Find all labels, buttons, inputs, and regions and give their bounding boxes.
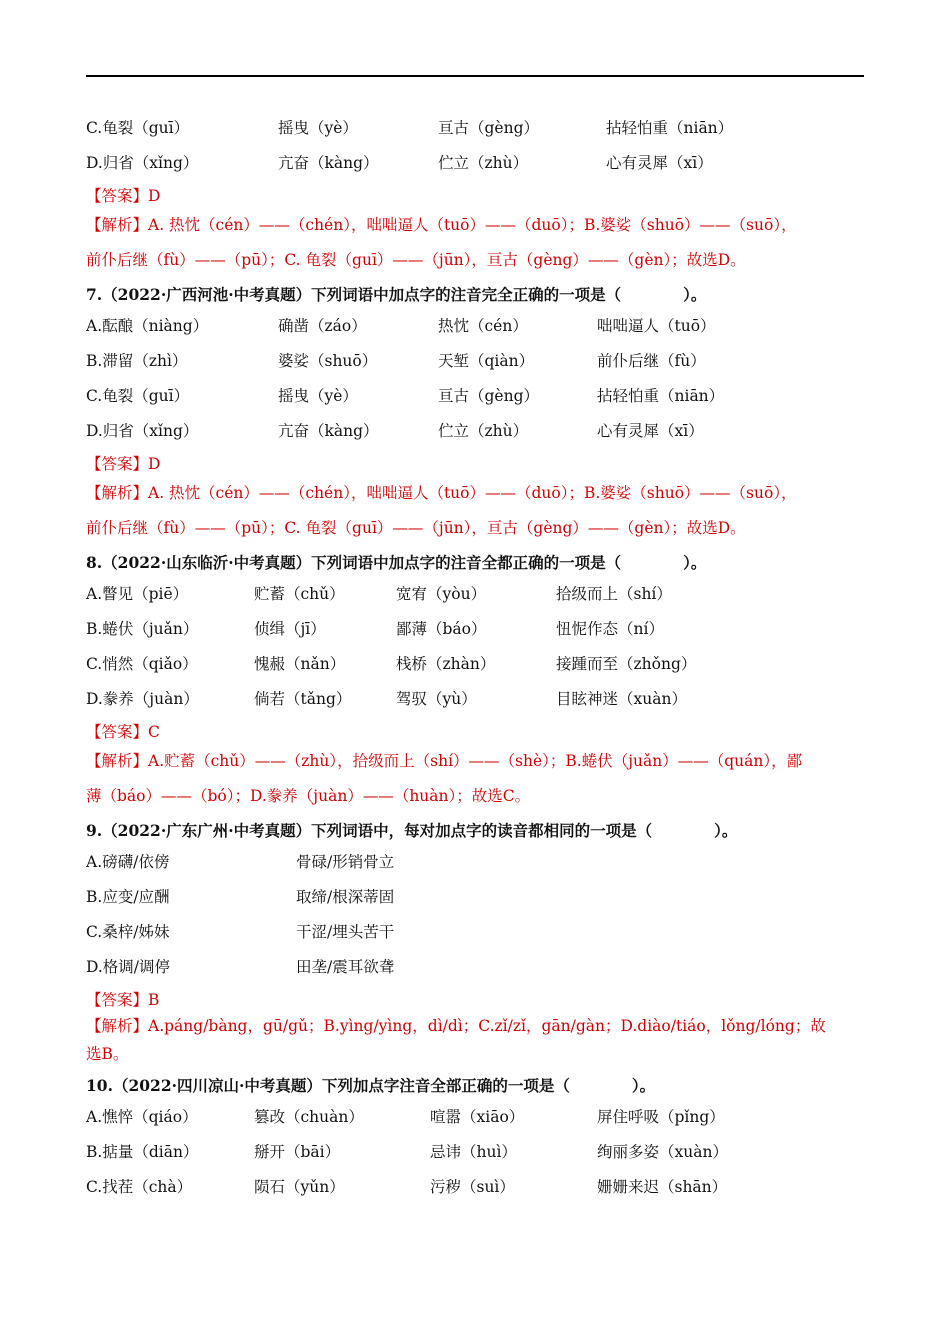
option-d-pair2: 田垄/震耳欲聋 (296, 958, 395, 976)
q7-explanation-line2: 前仆后继（fù）——（pū）；C. 龟裂（guī）——（jūn），亘古（gèng）——（gèn）；故选D。 (86, 519, 746, 537)
option-b-word3: 天堑（qiàn） (438, 352, 535, 370)
option-d-word3: 驾驭（yù） (396, 690, 477, 708)
option-b-word1: B.蜷伏（juǎn） (86, 620, 199, 638)
option-b-pair1: B.应变/应酬 (86, 888, 170, 906)
option-b-word4: 绚丽多姿（xuàn） (597, 1143, 728, 1161)
option-b-word2: 侦缉（jī） (254, 620, 326, 638)
option-c-word2: 愧赧（nǎn） (254, 655, 346, 673)
option-c-word4: 拈轻怕重（niān） (606, 119, 734, 137)
q8-title: 8.（2022·山东临沂·中考真题）下列词语中加点字的注音全都正确的一项是（ ）。 (86, 553, 707, 572)
option-d-word1: D.豢养（juàn） (86, 690, 199, 708)
option-a-word1: A.酝酿（niàng） (86, 317, 209, 335)
q7-answer: 【答案】D (86, 455, 161, 473)
q8-explanation-line2: 薄（báo）——（bó）；D.豢养（juàn）——（huàn）；故选C。 (86, 787, 531, 805)
option-a-pair1: A.磅礴/依傍 (86, 853, 170, 871)
option-c-word1: C.找茬（chà） (86, 1178, 193, 1196)
option-a-word1: A.憔悴（qiáo） (86, 1108, 198, 1126)
q10-title: 10.（2022·四川凉山·中考真题）下列加点字注音全部正确的一项是（ ）。 (86, 1076, 656, 1095)
option-c-word3: 亘古（gèng） (438, 119, 540, 137)
q6-answer: 【答案】D (86, 187, 161, 205)
option-d-word4: 心有灵犀（xī） (606, 154, 713, 172)
option-d-word3: 伫立（zhù） (438, 422, 529, 440)
option-c-word1: C.龟裂（guī） (86, 119, 190, 137)
option-b-word4: 前仆后继（fù） (597, 352, 706, 370)
option-d-word2: 亢奋（kàng） (278, 154, 379, 172)
option-a-pair2: 骨碌/形销骨立 (296, 853, 395, 871)
option-d-word2: 倘若（tǎng） (254, 690, 352, 708)
q9-answer: 【答案】B (86, 991, 160, 1009)
option-c-word1: C.悄然（qiǎo） (86, 655, 198, 673)
option-d-word4: 心有灵犀（xī） (597, 422, 704, 440)
q7-explanation (86, 476, 866, 546)
option-d-word2: 亢奋（kàng） (278, 422, 379, 440)
option-d-word4: 目眩神迷（xuàn） (556, 690, 687, 708)
option-c-word4: 接踵而至（zhǒng） (556, 655, 697, 673)
option-d-word3: 伫立（zhù） (438, 154, 529, 172)
q8-answer: 【答案】C (86, 723, 160, 741)
option-a-word1: A.瞥见（piē） (86, 585, 189, 603)
option-b-word4: 忸怩作态（ní） (556, 620, 664, 638)
q9-explanation (86, 1012, 866, 1068)
option-d-word1: D.归省（xǐng） (86, 154, 199, 172)
option-d-pair1: D.格调/调停 (86, 958, 171, 976)
option-a-word4: 屏住呼吸（pǐng） (597, 1108, 725, 1126)
option-c-pair2: 干涩/埋头苦干 (296, 923, 395, 941)
option-c-word4: 拈轻怕重（niān） (597, 387, 725, 405)
option-a-word3: 宽宥（yòu） (396, 585, 487, 603)
q6-explanation-line1: 【解析】A. 热忱（cén）——（chén），咄咄逼人（tuō）——（duō）；B.婆娑（shuō）——（suō）， (86, 216, 797, 234)
option-b-word1: B.滞留（zhì） (86, 352, 188, 370)
q9-explanation-line1: 【解析】A.páng/bàng，gū/gǔ；B.yìng/yìng，dì/dì；C.zǐ/zǐ，gān/gàn；D.diào/tiáo，lǒng/lóng；故 (86, 1017, 826, 1035)
option-c-word2: 摇曳（yè） (278, 119, 358, 137)
option-a-word2: 贮蓄（chǔ） (254, 585, 345, 603)
q9-explanation-line2: 选B。 (86, 1045, 129, 1063)
option-b-word2: 掰开（bāi） (254, 1143, 341, 1161)
option-c-word4: 姗姗来迟（shān） (597, 1178, 728, 1196)
option-c-word3: 亘古（gèng） (438, 387, 540, 405)
option-a-word3: 热忱（cén） (438, 317, 528, 335)
option-c-word2: 摇曳（yè） (278, 387, 358, 405)
option-b-pair2: 取缔/根深蒂固 (296, 888, 395, 906)
option-c-pair1: C.桑梓/姊妹 (86, 923, 170, 941)
header-rule (86, 75, 864, 77)
q7-title: 7.（2022·广西河池·中考真题）下列词语中加点字的注音完全正确的一项是（ ）。 (86, 285, 707, 304)
option-a-word3: 喧嚣（xiāo） (430, 1108, 525, 1126)
option-b-word1: B.掂量（diān） (86, 1143, 199, 1161)
option-a-word2: 篡改（chuàn） (254, 1108, 364, 1126)
option-c-word2: 陨石（yǔn） (254, 1178, 345, 1196)
q6-explanation-line2: 前仆后继（fù）——（pū）；C. 龟裂（guī）——（jūn），亘古（gèng）——（gèn）；故选D。 (86, 251, 746, 269)
option-c-word3: 栈桥（zhàn） (396, 655, 496, 673)
option-a-word4: 拾级而上（shí） (556, 585, 672, 603)
q8-explanation (86, 744, 866, 814)
option-b-word3: 鄙薄（báo） (396, 620, 487, 638)
q8-explanation-line1: 【解析】A.贮蓄（chǔ）——（zhù），拾级而上（shí）——（shè）；B.蜷伏（juǎn）——（quán），鄙 (86, 752, 803, 770)
q9-title: 9.（2022·广东广州·中考真题）下列词语中，每对加点字的读音都相同的一项是（ ）。 (86, 821, 738, 840)
option-b-word2: 婆娑（shuō） (278, 352, 378, 370)
option-c-word3: 污秽（suì） (430, 1178, 515, 1196)
option-a-word4: 咄咄逼人（tuō） (597, 317, 716, 335)
q6-explanation (86, 208, 866, 278)
option-a-word2: 确凿（záo） (278, 317, 367, 335)
option-c-word1: C.龟裂（guī） (86, 387, 190, 405)
q7-explanation-line1: 【解析】A. 热忱（cén）——（chén），咄咄逼人（tuō）——（duō）；B.婆娑（shuō）——（suō）， (86, 484, 797, 502)
option-d-word1: D.归省（xǐng） (86, 422, 199, 440)
option-b-word3: 忌讳（huì） (430, 1143, 517, 1161)
